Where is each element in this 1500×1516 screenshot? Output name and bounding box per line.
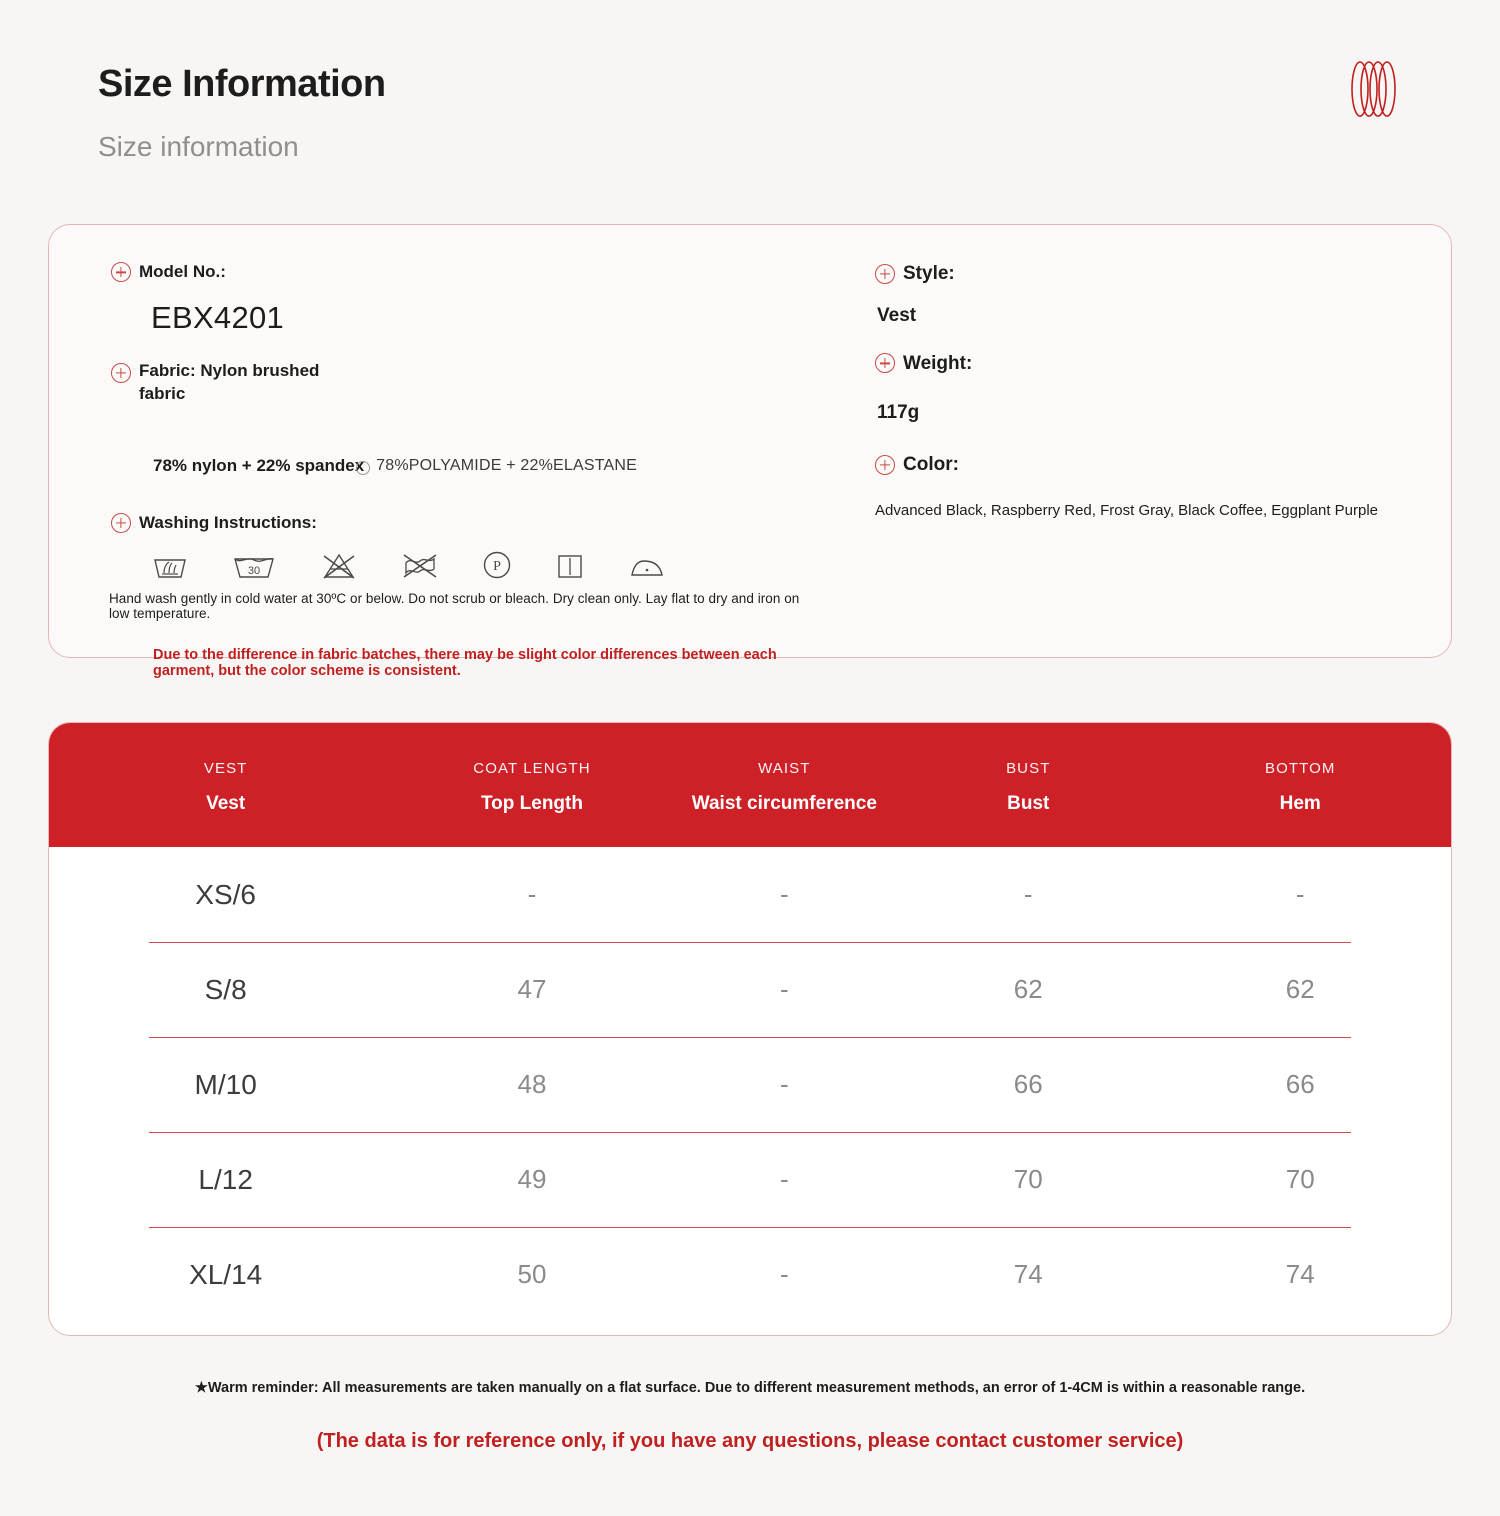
style-value: Vest — [877, 304, 917, 326]
fabric-composition — [153, 456, 811, 476]
cell-top-length: - — [527, 879, 537, 909]
composition-separator-icon — [356, 461, 370, 475]
cell-bust: - — [1023, 879, 1033, 909]
svg-text:P: P — [493, 558, 501, 574]
size-table — [48, 722, 1452, 1336]
table-row — [49, 1132, 1451, 1227]
column-subheader: COAT LENGTH — [473, 759, 591, 777]
color-difference-note: Due to the difference in fabric batches, there may be slight color differences between each garment, but the color scheme is consistent. — [153, 646, 777, 679]
weight-value: 117g — [877, 402, 920, 424]
cell-bust: 70 — [1013, 1164, 1043, 1194]
table-row — [49, 1037, 1451, 1132]
fabric-row — [111, 360, 811, 406]
warm-reminder-text: ★Warm reminder: All measurements are taken manually on a flat surface. Due to different measurement methods, an error of 1-4CM is within a reasonable range. — [194, 1380, 1306, 1396]
table-row — [49, 1227, 1451, 1322]
column-header-hem — [1150, 760, 1451, 815]
do-not-wring-icon — [401, 551, 439, 581]
style-label: Style: — [903, 263, 955, 284]
washing-instructions-label: Washing Instructions: — [139, 512, 317, 532]
cell-hem: - — [1295, 879, 1305, 909]
weight-row — [875, 351, 1435, 377]
info-left-column — [111, 261, 811, 679]
fabric-label: Fabric: Nylon brushed fabric — [139, 360, 320, 403]
model-no-row — [111, 261, 811, 284]
model-no-value: EBX4201 — [151, 299, 285, 335]
cell-size: L/12 — [198, 1163, 253, 1195]
composition-primary: 78% nylon + 22% spandex — [153, 455, 365, 475]
disclaimer-text: (The data is for reference only, if you have any questions, please contact customer service) — [316, 1430, 1184, 1452]
column-header-top-length — [402, 760, 661, 815]
plus-icon — [875, 353, 895, 373]
plus-icon — [111, 262, 131, 282]
cell-bust: 66 — [1013, 1069, 1043, 1099]
cell-waist: - — [779, 879, 789, 909]
cell-bust: 74 — [1013, 1259, 1043, 1289]
cell-hem: 70 — [1285, 1164, 1315, 1194]
page-header — [98, 62, 1408, 163]
cell-top-length: 47 — [517, 974, 547, 1004]
cell-size: S/8 — [204, 973, 247, 1005]
cell-waist: - — [779, 1259, 789, 1289]
plus-icon — [875, 455, 895, 475]
plus-icon — [111, 363, 131, 383]
wash-30-degrees-icon — [231, 551, 277, 581]
cell-size: XL/14 — [189, 1258, 263, 1290]
plus-icon — [111, 513, 131, 533]
composition-secondary: 78%POLYAMIDE + 22%ELASTANE — [376, 456, 638, 474]
do-not-tumble-dry-icon — [555, 551, 585, 581]
color-label: Color: — [903, 454, 959, 476]
cell-size: M/10 — [194, 1068, 257, 1100]
cell-waist: - — [779, 1069, 789, 1099]
cell-waist: - — [779, 1164, 789, 1194]
iron-low-temperature-icon — [627, 551, 667, 581]
column-title: Hem — [1279, 792, 1321, 814]
table-row — [49, 942, 1451, 1037]
page-subtitle: Size information — [98, 130, 299, 162]
column-header-waist — [662, 760, 907, 815]
column-title: Top Length — [480, 792, 583, 814]
brand-rings-logo — [1338, 58, 1410, 120]
table-row — [49, 847, 1451, 942]
washing-symbols — [151, 549, 811, 581]
cell-hem: 62 — [1285, 974, 1315, 1004]
column-subheader: VEST — [203, 759, 248, 777]
info-right-column — [875, 261, 1435, 519]
column-subheader: WAIST — [758, 759, 811, 777]
size-table-header-row — [49, 723, 1451, 847]
cell-size: XS/6 — [195, 878, 256, 910]
product-info-card — [48, 224, 1452, 679]
column-title: Waist circumference — [691, 792, 877, 814]
hand-wash-icon — [151, 551, 189, 581]
cell-waist: - — [779, 974, 789, 1004]
style-row — [875, 261, 1435, 287]
color-value: Advanced Black, Raspberry Red, Frost Gray, Black Coffee, Eggplant Purple — [875, 501, 1379, 519]
cell-top-length: 48 — [517, 1069, 547, 1099]
do-not-bleach-icon — [319, 551, 359, 581]
column-header-vest — [49, 760, 402, 815]
column-header-bust — [907, 760, 1150, 815]
column-title: Bust — [1007, 792, 1050, 814]
dry-clean-p-icon — [481, 549, 513, 581]
page-footer — [0, 1380, 1500, 1453]
cell-hem: 74 — [1285, 1259, 1315, 1289]
color-row — [875, 452, 1435, 478]
column-subheader: BOTTOM — [1264, 759, 1336, 777]
cell-bust: 62 — [1013, 974, 1043, 1004]
plus-icon — [875, 264, 895, 284]
cell-hem: 66 — [1285, 1069, 1315, 1099]
cell-top-length: 49 — [517, 1164, 547, 1194]
size-table-body — [49, 847, 1451, 1322]
model-no-label: Model No.: — [139, 262, 226, 281]
weight-label: Weight: — [903, 352, 973, 374]
page-title: Size Information — [98, 63, 386, 105]
cell-top-length: 50 — [517, 1259, 547, 1289]
column-subheader: BUST — [1006, 759, 1051, 777]
washing-instructions-text: Hand wash gently in cold water at 30ºC or below. Do not scrub or bleach. Dry clean only. Lay flat to dry and iron on low temperature. — [109, 590, 800, 621]
column-title: Vest — [206, 792, 246, 814]
svg-text:30: 30 — [247, 564, 261, 577]
washing-instructions-row — [111, 512, 811, 535]
